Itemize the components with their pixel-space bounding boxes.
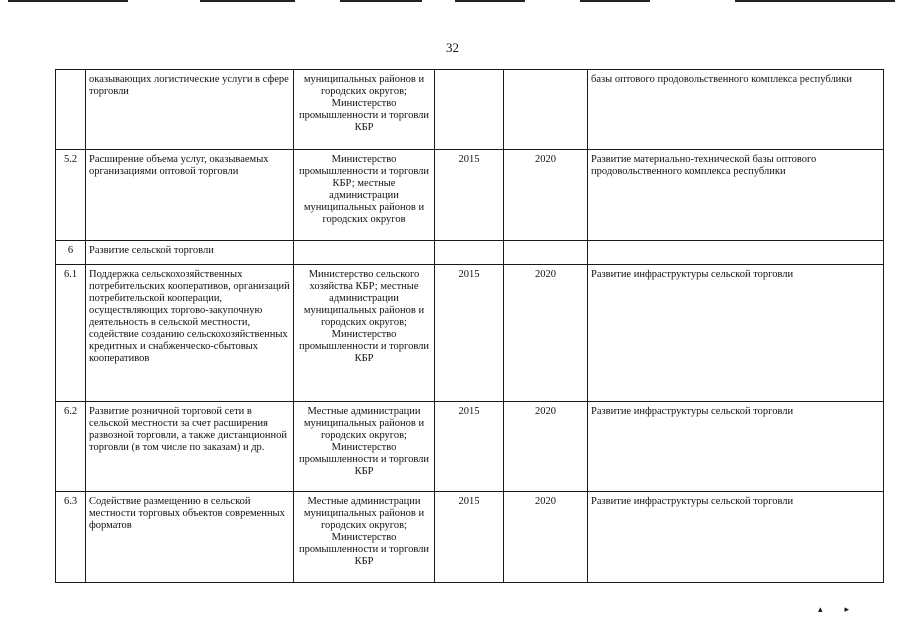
section-title: Развитие сельской торговли [86, 241, 294, 265]
measures-table [55, 69, 884, 583]
end-year: 2020 [504, 265, 588, 402]
expected-result [588, 241, 884, 265]
end-year: 2020 [504, 492, 588, 583]
expected-result: базы оптового продовольственного комплекса республики [588, 70, 884, 150]
row-number [56, 70, 86, 150]
scan-marks: ▴▸ [818, 604, 872, 614]
table-row [56, 265, 884, 402]
table-row [56, 150, 884, 241]
measure-name: Развитие розничной торговой сети в сельской местности за счет расширения развозной торговли, а также дистанционной торговли (в том числе по заказам) и др. [86, 402, 294, 492]
expected-result: Развитие материально-технической базы оптового продовольственного комплекса республики [588, 150, 884, 241]
top-rule-3 [340, 0, 422, 2]
measure-name: Содействие размещению в сельской местности торговых объектов современных форматов [86, 492, 294, 583]
measure-name: Поддержка сельскохозяйственных потребительских кооперативов, организаций потребительской кооперации, осуществляющих торгово-закупочную деятельность в сельской местности, содействие созданию сельскохозяйственных кредитных и снабженческо-сбытовых кооперативов [86, 265, 294, 402]
table-row [56, 241, 884, 265]
table-row [56, 70, 884, 150]
top-rule-1 [8, 0, 128, 2]
end-year: 2020 [504, 150, 588, 241]
end-year [504, 70, 588, 150]
executors [294, 241, 435, 265]
top-rule-2 [200, 0, 295, 2]
expected-result: Развитие инфраструктуры сельской торговли [588, 402, 884, 492]
start-year [435, 70, 504, 150]
expected-result: Развитие инфраструктуры сельской торговли [588, 492, 884, 583]
expected-result: Развитие инфраструктуры сельской торговли [588, 265, 884, 402]
executors: Министерство сельского хозяйства КБР; местные администрации муниципальных районов и городских округов; Министерство промышленности и торговли КБР [294, 265, 435, 402]
top-rule-6 [735, 0, 895, 2]
executors: Местные администрации муниципальных районов и городских округов; Министерство промышленности и торговли КБР [294, 492, 435, 583]
top-rule-5 [580, 0, 650, 2]
row-number: 6.2 [56, 402, 86, 492]
table-row [56, 402, 884, 492]
row-number: 6 [56, 241, 86, 265]
measure-name: оказывающих логистические услуги в сфере торговли [86, 70, 294, 150]
row-number: 6.3 [56, 492, 86, 583]
row-number: 6.1 [56, 265, 86, 402]
executors: Местные администрации муниципальных районов и городских округов; Министерство промышленности и торговли КБР [294, 402, 435, 492]
start-year [435, 241, 504, 265]
end-year: 2020 [504, 402, 588, 492]
start-year: 2015 [435, 265, 504, 402]
top-rule-4 [455, 0, 525, 2]
row-number: 5.2 [56, 150, 86, 241]
end-year [504, 241, 588, 265]
executors: муниципальных районов и городских округов; Министерство промышленности и торговли КБР [294, 70, 435, 150]
start-year: 2015 [435, 402, 504, 492]
start-year: 2015 [435, 492, 504, 583]
page-number: 32 [446, 40, 459, 55]
table-row [56, 492, 884, 583]
start-year: 2015 [435, 150, 504, 241]
executors: Министерство промышленности и торговли КБР; местные администрации муниципальных районов и городских округов [294, 150, 435, 241]
measure-name: Расширение объема услуг, оказываемых организациями оптовой торговли [86, 150, 294, 241]
